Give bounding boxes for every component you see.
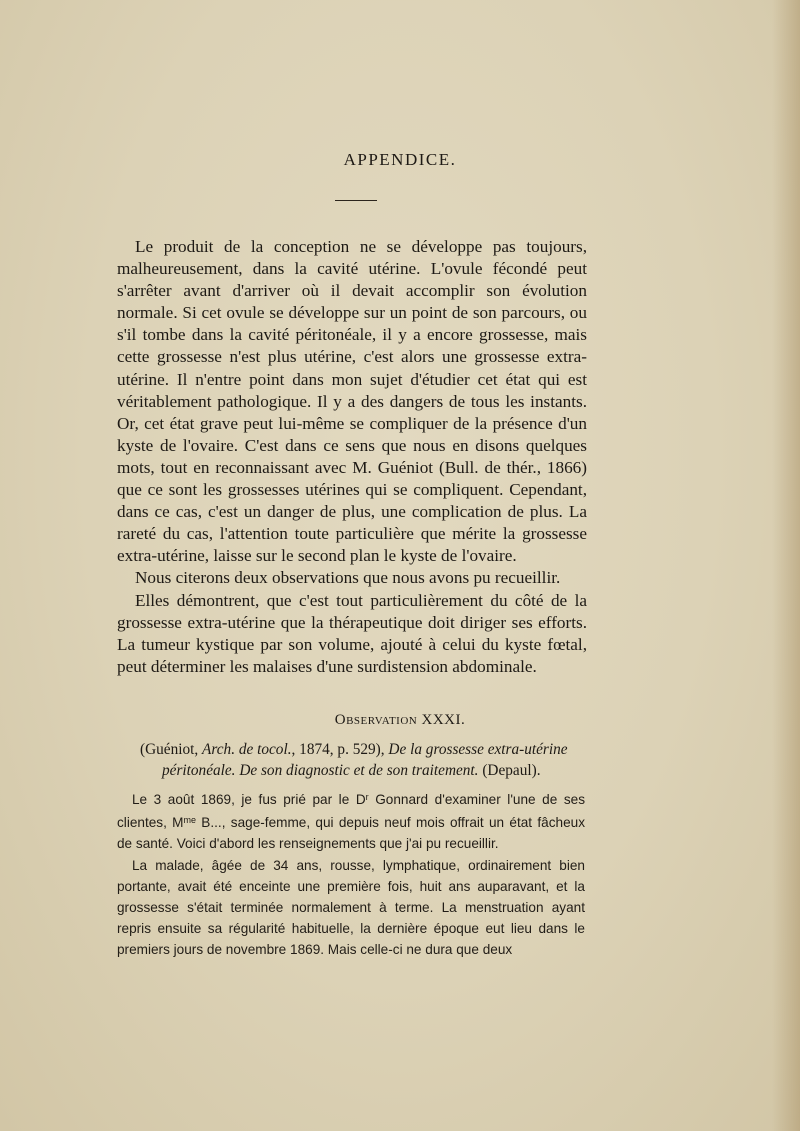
observation-number: XXXI. [421,712,466,728]
observation-text [117,787,585,961]
citation-close: (Depaul). [478,762,541,779]
observation-label: Observation [334,712,418,728]
observation-heading [0,712,800,729]
superscript: me [183,815,197,826]
superscript: r [365,792,369,802]
page-header: APPENDICE. [343,150,457,169]
citation-title-part1: De la grossesse extra-utérine [388,741,568,758]
citation-ref: , 1874, p. 529), [291,741,389,758]
citation-journal: Arch. de tocol. [202,741,292,758]
paragraph: La malade, âgée de 34 ans, rousse, lymphatique, ordinairement bien portante, avait été enceinte une première fois, huit ans auparavant, et la grossesse s'était terminée normalement à terme. La menstruation ayant repris ensuite sa régularité habituelle, la dernière époque eut lieu dans le premiers jours de novembre 1869. Mais celle-ci ne dura que deux [117,857,585,958]
text-run: B..., sage-femme, qui depuis neuf mois offrait un état fâcheux de santé. Voici d'abord les renseignements que j'ai pu recueillir. [117,815,585,852]
citation-title-part2: péritonéale. De son diagnostic et de son traitement. [162,762,479,779]
main-text [117,236,587,678]
citation-open: (Guéniot, [140,741,203,758]
text-run: Le 3 août 1869, je fus prié par le D [132,792,366,807]
paragraph: Elles démontrent, que c'est tout particulièrement du côté de la grossesse extra-utérine que la thérapeutique doit diriger ses efforts. La tumeur kystique par son volume, ajouté à celui du kyste fœtal, peut déterminer les malaises d'une surdistension abdominale. [117,590,587,676]
citation [140,739,580,781]
paragraph [117,787,585,855]
text-run: Gonnard d'examiner l'une de ses clientes, M [117,792,586,831]
paragraph: Nous citerons deux observations que nous avons pu recueillir. [135,568,561,588]
paragraph: Le produit de la conception ne se développe pas toujours, malheureusement, dans la cavité utérine. L'ovule fécondé peut s'arrêter avant d'arriver où il devait accomplir son évolution normale. Si cet ovule se développe sur un point de son parcours, ou s'il tombe dans la cavité péritonéale, il y a encore grossesse, mais cette grossesse n'est plus utérine, c'est alors une grossesse extra-utérine. Il n'entre point dans mon sujet d'étudier cet état qui est véritablement pathologique. Il y a des dangers de tous les instants. Or, cet état grave peut lui-même se compliquer de la présence d'un kyste de l'ovaire. C'est dans ce sens que nous en disons quelques mots, tout en reconnaissant avec M. Guéniot (Bull. de thér., 1866) que ce sont les grossesses utérines qui se compliquent. Cependant, dans ce cas, c'est un danger de plus, une complication de plus. La rareté du cas, l'attention toute particulière que mérite la grossesse extra-utérine, laisse sur le second plan le kyste de l'ovaire. [117,237,587,566]
header-rule [335,200,377,201]
